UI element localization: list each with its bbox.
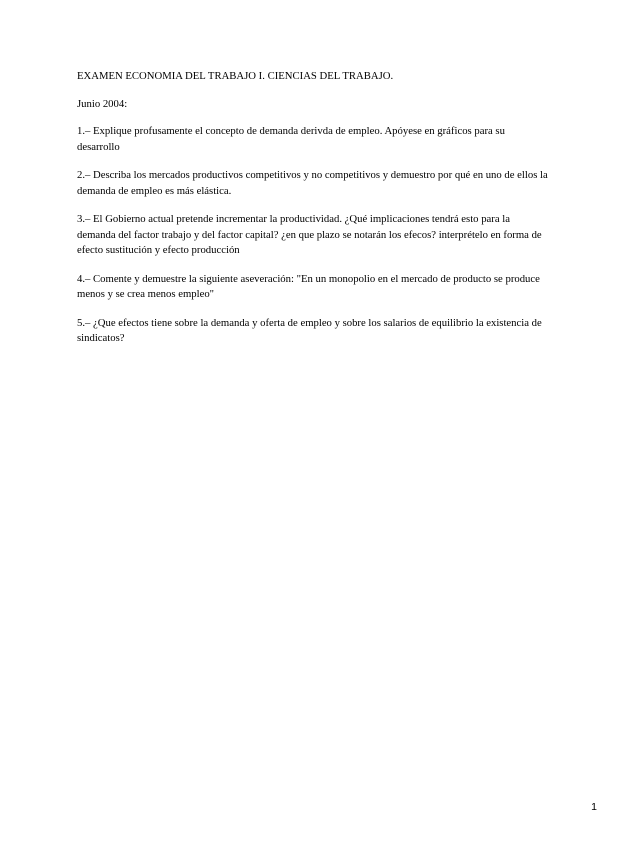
question-line: desarrollo	[77, 140, 120, 153]
exam-title: EXAMEN ECONOMIA DEL TRABAJO I. CIENCIAS DEL TRABAJO.	[77, 70, 394, 82]
question-line: demanda de empleo es más elástica.	[77, 184, 232, 197]
question-line: sindicatos?	[77, 332, 125, 344]
question-line: 3.– El Gobierno actual pretende incrementar la productividad. ¿Qué implicaciones tendrá esto para la	[77, 213, 510, 225]
page-number: 1	[591, 801, 597, 813]
question-line: 2.– Describa los mercados productivos competitivos y no competitivos y demuestro por qué en uno de ellos la	[77, 169, 548, 181]
question-line: efecto sustitución y efecto producción	[77, 244, 240, 256]
question-2	[77, 168, 599, 199]
question-line: 4.– Comente y demuestre la siguiente aseveración: "En un monopolio en el mercado de producto se produce	[77, 272, 540, 285]
exam-date: Junio 2004:	[77, 97, 128, 110]
question-3	[77, 212, 599, 259]
question-5	[77, 316, 599, 347]
question-line: demanda del factor trabajo y del factor capital? ¿en que plazo se notarán los efecos? interprételo en forma de	[77, 228, 542, 241]
question-line: menos y se crea menos empleo"	[77, 288, 215, 300]
exam-content	[77, 69, 599, 360]
question-1	[77, 124, 599, 155]
question-4	[77, 272, 599, 303]
question-line: 5.– ¿Que efectos tiene sobre la demanda y oferta de empleo y sobre los salarios de equilibrio la existencia de	[77, 316, 542, 329]
question-line: 1.– Explique profusamente el concepto de demanda derivda de empleo. Apóyese en gráficos para su	[77, 125, 505, 137]
